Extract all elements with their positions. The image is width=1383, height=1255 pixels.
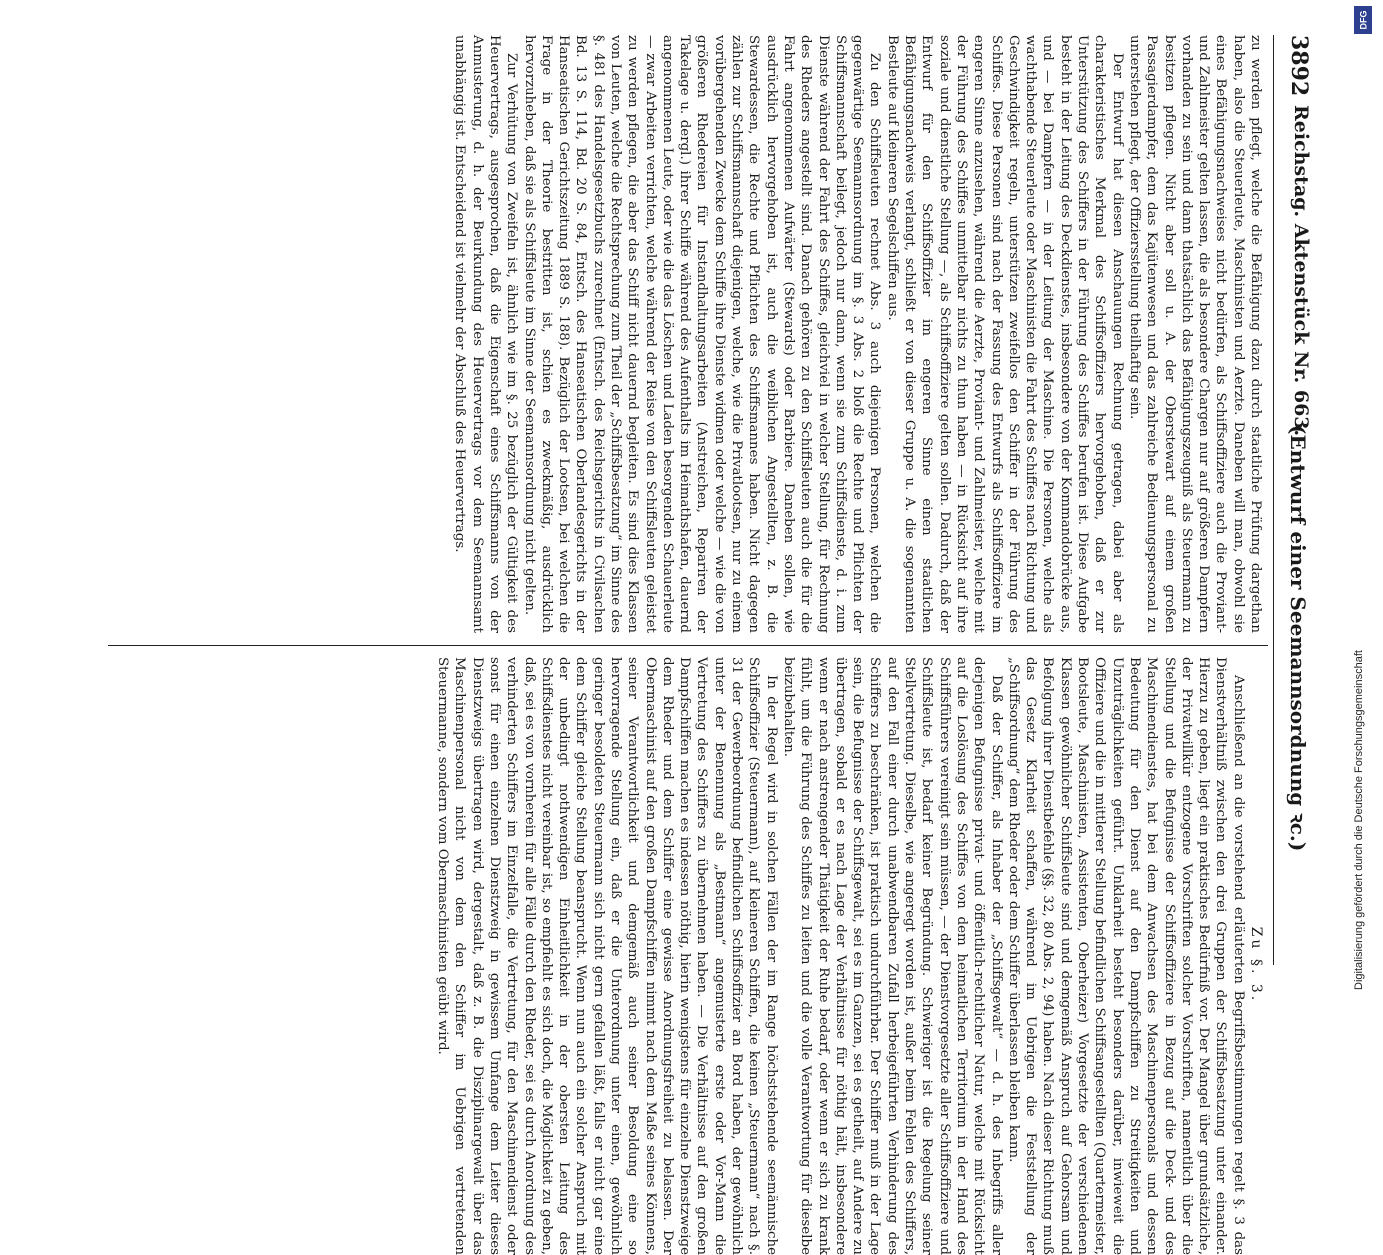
- page-header: [1276, 35, 1320, 965]
- document-page: [80, 35, 1320, 1255]
- paragraph: In der Regel wird in solchen Fällen der im Range höchststehende seemännische Schiffsoffizier (Steuermann), auf kleineren Schiffen, die keinen „Steuermann“ nach §. 31 der Gewerbeordnung befindlichen Schiffsoffizier an Bord haben, der gewöhnlich unter der Benennung als „Bestmann“ angemusterte erste oder Vor-Mann die Vertretung des Schiffers zu übernehmen haben. — Die Verhältnisse auf den großen Dampfschiffen machen es indessen nöthig, hierin wenigstens für einzelne Dienstzweige dem Rheder und dem Schiffer eine gewisse Anordnungsfreiheit zu belassen. Der Obermaschinist auf den großen Dampfschiffen nimmt nach dem Maße seines Könnens, seiner Verantwortlichkeit und demgemäß auch seiner Besoldung eine so hervorragende Stellung ein, daß er die Unterordnung unter einen, gewöhnlich geringer besoldeten Steuermann sich nicht gern gefallen läßt, falls er nicht gar eine dem Schiffer gleiche Stellung beansprucht. Wenn nun auch ein solcher Anspruch mit der unbedingt nothwendigen Einheitlichkeit in der obersten Leitung des Schiffsdienstes nicht vereinbar ist, so empfiehlt es sich doch, die Möglichkeit zu geben, daß, sei es von vornherein für alle Fälle durch den Rheder, sei es durch Anordnung des verhinderten Schiffers im Einzelfalle, die Vertretung, für den Maschinendienst oder sonst für einen einzelnen Dienstzweig in gewissem Umfange dem Leiter dieses Dienstzweigs übertragen wird, dergestalt, daß z. B. die Disziplinargewalt über das Maschinenpersonal nicht von dem den Schiffer im Uebrigen vertretenden Steuermanne, sondern vom Obermaschinisten geübt wird.: [435, 657, 779, 1255]
- section-heading: Zu §. 3.: [1248, 926, 1264, 1004]
- paragraph: Zu den Schiffsleuten rechnet Abs. 3 auch diejenigen Personen, welchen die gegenwärtige Seemannsordnung im §. 3 Abs. 2 bloß die Rechte und Pflichten der Schiffsmannschaft beilegt, jedoch nur dann, wenn sie zum Schiffsdienste, d. i. zum Dienste während der Fahrt des Schiffes, gleichviel in welcher Stellung, für Rechnung des Rheders angestellt sind. Danach gehören zu den Schiffsleuten auch die für die Fahrt angenommenen Aufwärter (Stewards) oder Barbiere. Daneben sollen, wie ausdrücklich hervorgehoben ist, auch die weiblichen Angestellten, z. B. die Stewardessen, die Rechte und Pflichten des Schiffsmannes haben. Nicht dagegen zählen zur Schiffsmannschaft diejenigen, welche, wie die Privatlootsen, nur zu einem vorübergehenden Zwecke dem Schiffe ihre Dienste widmen oder welche — wie die von größeren Rhedereien für Instandhaltungsarbeiten (Anstreichen, Repariren der Takelage u. dergl.) ihrer Schiffe während des Aufenthalts im Heimathshafen, dauernd angenommenen Leute, oder wie die das Löschen und Laden besorgenden Schauerleute — zwar Arbeiten verrichten, welche während der Reise von den Schiffsleuten geleistet zu werden pflegen, die aber das Schiff nicht dauernd begleiten. Es sind dies Klassen von Leuten, welche die Rechtsprechung zum Theil der „Schiffsbesatzung“ im Sinne des §. 481 des Handelsgesetzbuchs zurechnet (Entsch. des Reichsgerichts in Civilsachen Bd. 13 S. 114, Bd. 20 S. 84, Entsch. des Hanseatischen Oberlandesgerichts in der Hanseatischen Gerichtszeitung 1889 S. 188). Bezüglich der Lootsen, bei welchen die Frage in der Theorie bestritten ist, schien es zweckmäßig, ausdrücklich hervorzuheben, daß sie als Schiffsleute im Sinne der Seemannsordnung nicht gelten.: [521, 35, 883, 633]
- paragraph: Daß der Schiffer, als Inhaber der „Schiffsgewalt“ — d. h. des Inbegriffs aller derjenigen Befugnisse privat- und öffentlich-rechtlicher Natur, welche mit Rücksicht auf die Loslösung des Schiffes von dem heimatlichen Territorium in der Hand des Schiffsführers vereinigt sein müssen, — der Dienstvorgesetzte aller Schiffsoffiziere und Schiffsleute ist, bedarf keiner Begründung. Schwieriger ist die Regelung seiner Stellvertretung. Dieselbe, wie angeregt worden ist, außer beim Fehlen des Schiffers, auf den Fall einer durch unabwendbaren Zufall herbeigeführten Verhinderung des Schiffers zu beschränken, ist praktisch undurchführbar. Der Schiffer muß in der Lage sein, die Befugnisse der Schiffsgewalt, sei es im Ganzen, sei es getheilt, auf Andere zu übertragen, sobald er es nach Lage der Verhältnisse für nöthig hält, insbesondere wenn er nach anstrengender Thätigkeit der Ruhe bedarf, oder wenn er sich zu krank fühlt, um die Führung des Schiffes zu leiten und die volle Verantwortung für dieselbe beizubehalten.: [780, 657, 1004, 1255]
- left-column: [451, 35, 1264, 633]
- header-rule: [1273, 35, 1274, 965]
- paragraph: Zur Verhütung von Zweifeln ist, ähnlich wie im §. 25 bezüglich der Gültigkeit des Heuervertrags, ausgesprochen, daß die Eigenschaft eines Schiffsmanns von der Anmusterung, d. h. der Beurkundung des Heuervertrags vor dem Seemannsamt unabhängig ist. Entscheidend ist vielmehr der Abschluß des Heuervertrags.: [452, 35, 520, 633]
- paragraph: Anschließend an die vorstehend erläuterten Begriffsbestimmungen regelt §. 3 das Dienstverhältniß zwischen den drei Gruppen der Schiffsbesatzung unter einander. Hierzu zu geben, liegt ein praktisches Bedürfniß vor. Der Mangel über grundsätzliche, der Privatwillkür entzogene Vorschriften solcher Vorschriften, namentlich über die Stellung und die Befugnisse der Schiffsoffiziere in Bezug auf die Deck- und des Maschinendienstes, hat bei dem Anwachsen des Maschinenpersonals und dessen Bedeutung für den Dienst auf den Dampfschiffen zu Streitigkeiten und Unzuträglichkeiten geführt. Unklarheit besteht besonders darüber, inwieweit die Offiziere und die in mittlerer Stellung befindlichen Schiffsangestellten (Quartermeister, Bootsleute, Maschinisten, Assistenten, Oberheizer) Vorgesetzte der verschiedenen Klassen gewöhnlicher Schiffsleute sind und demgemäß Anspruch auf Gehorsam und Befolgung ihrer Dienstbefehle (§§. 32, 80 Abs. 2, 94) haben. Nach dieser Richtung muß das Gesetz Klarheit schaffen, während im Uebrigen die Feststellung der „Schiffsordnung“ dem Rheder oder dem Schiffer überlassen bleiben kann.: [1005, 657, 1246, 1255]
- document-subtitle: (Entwurf einer Seemannsordnung ꝛc.): [1286, 425, 1310, 852]
- right-column: [434, 657, 1264, 1255]
- digitization-credit: Digitalisierung gefördert durch die Deutsche Forschungsgemeinschaft: [1353, 650, 1365, 990]
- page-number: 3892: [1286, 35, 1312, 97]
- dfg-logo: DFG: [1354, 6, 1372, 34]
- document-title: Reichstag. Aktenstück Nr. 663.: [1290, 105, 1312, 437]
- paragraph: Der Entwurf hat diesen Anschauungen Rechnung getragen, dabei aber als charakteristisches Merkmal des Schiffsoffiziers hervorgehoben, daß er zur Unterstützung des Schiffers in der Führung des Schiffes berufen ist. Diese Aufgabe besteht in der Leitung des Deckdienstes, insbesondere von der Kommandobrücke aus, und — bei Dampfern — in der Leitung der Maschine. Die Personen, welche als wachthabende Steuerleute oder Maschinisten die Fahrt des Schiffes nach Richtung und Geschwindigkeit regeln, unterstützen zweifellos den Schiffer in der Führung des Schiffes. Diese Personen sind nach der Fassung des Entwurfs als Schiffsoffiziere im engeren Sinne anzusehen, während die Aerzte, Proviant- und Zahlmeister, welche mit der Führung des Schiffes unmittelbar nichts zu thun haben — in Rücksicht auf ihre soziale und dienstliche Stellung —, als Schiffsoffiziere gelten sollen. Dadurch, daß der Entwurf für den Schiffsoffizier im engeren Sinne einen staatlichen Befähigungsnachweis verlangt, schließt er von dieser Gruppe u. A. die sogenannten Bestleute auf kleineren Segelschiffen aus.: [884, 35, 1125, 633]
- column-divider: [108, 645, 1268, 646]
- paragraph: zu werden pflegt, welche die Befähigung dazu durch staatliche Prüfung dargethan haben, also die Steuerleute, Maschinisten und Aerzte. Daneben will man, obwohl sie eines Befähigungsnachweises nicht bedürfen, als Schiffsoffiziere auch die Proviant- und Zahlmeister gelten lassen, die als besondere Chargen nur auf größeren Dampfern vorhanden zu sein und dann thatsächlich das Befähigungszeugniß als Steuermann zu besitzen pflegen. Nicht aber soll u. A. der Oberstewart auf einem großen Passagierdampfer, dem das Kajütenwesen und das zahlreiche Bedienungspersonal zu unterstehen pflegt, der Offiziersstellung theilhaftig sein.: [1126, 35, 1263, 633]
